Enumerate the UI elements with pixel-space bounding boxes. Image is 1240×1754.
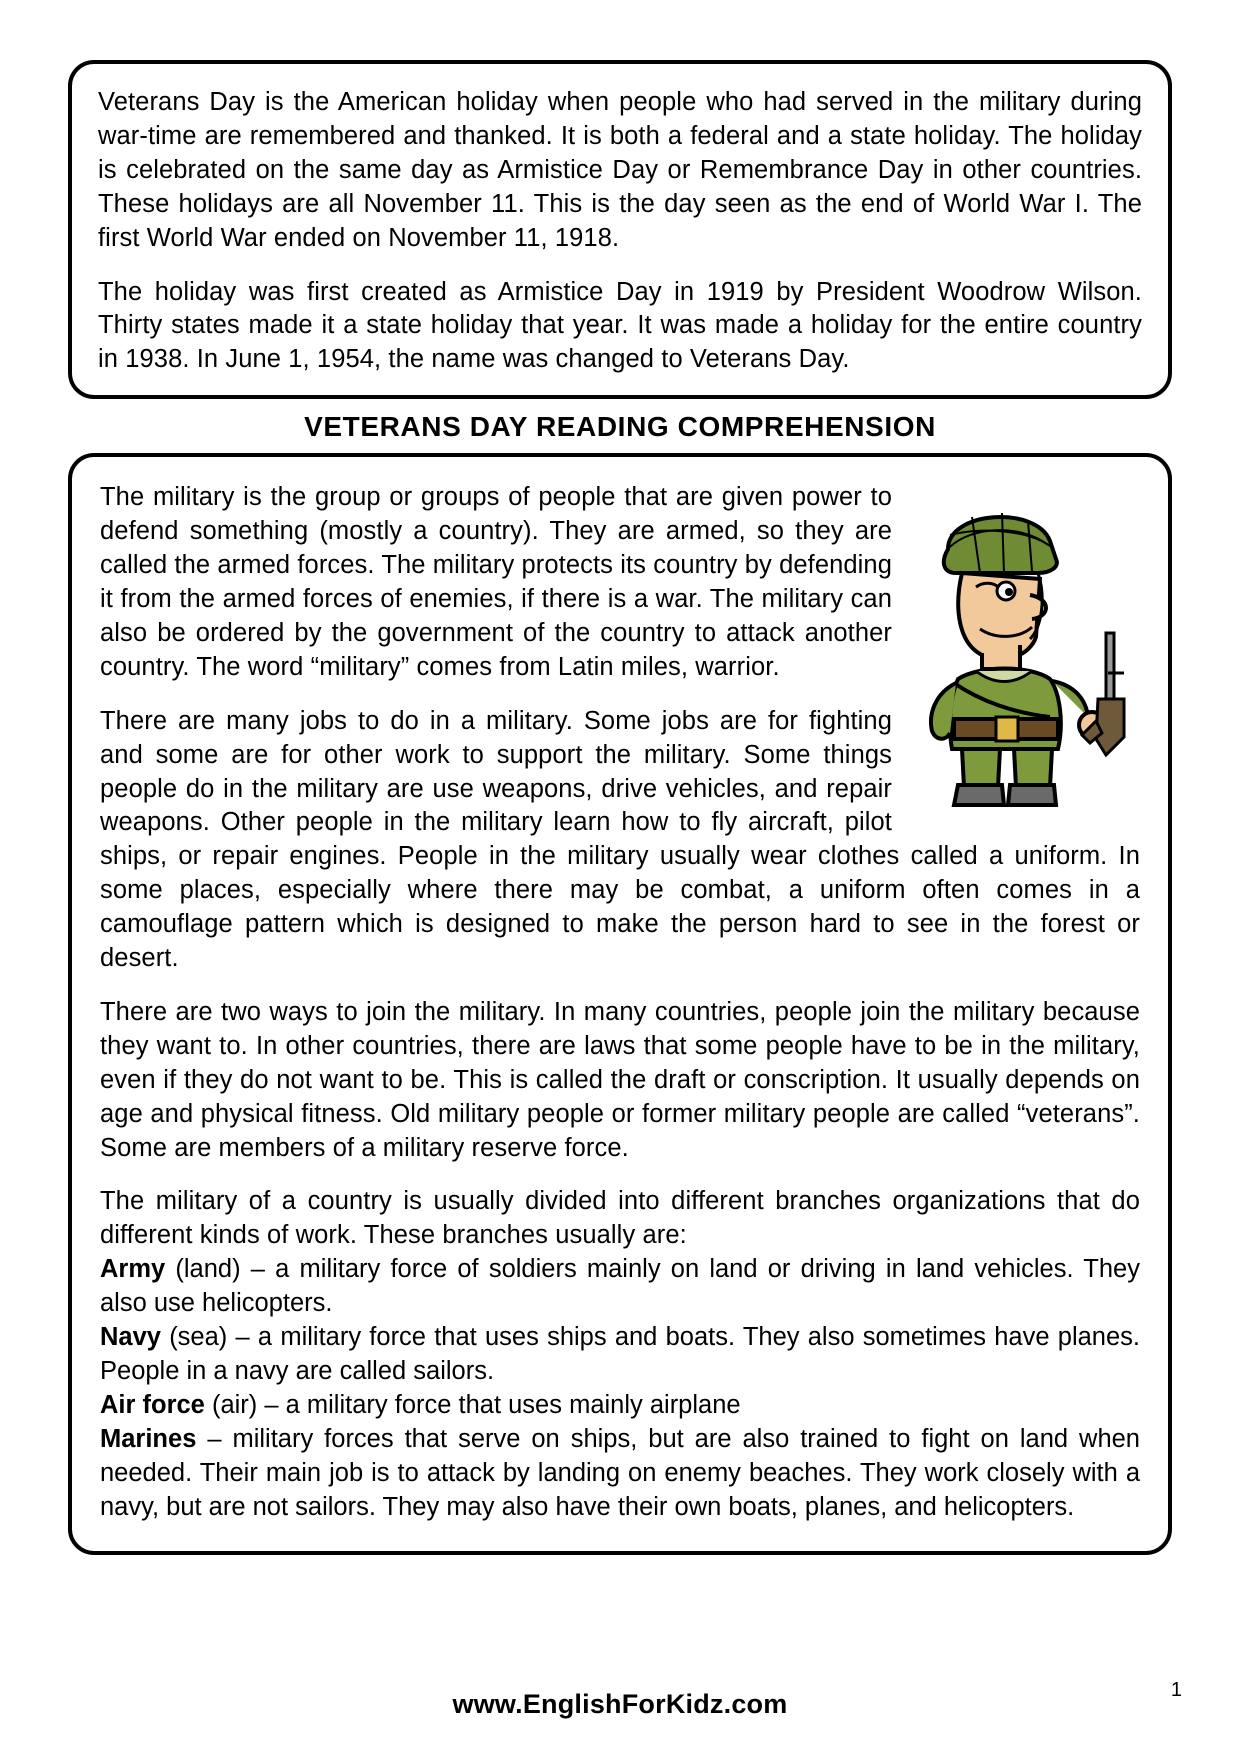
body-paragraph-1: The military is the group or groups of people that are given power to defend something (mostly a country). They are armed, so they are called the armed forces. The military protects its country by defending it from the armed forces of enemies, if there is a war. The military can also be ordered by the government of the country to attack another country. The word “military” comes from Latin miles, warrior. — [100, 483, 892, 681]
branch-item-marines — [100, 1423, 1140, 1525]
body-paragraph-3: There are two ways to join the military. In many countries, people join the military because they want to. In other countries, there are laws that some people have to be in the military, even if they do not want to be. This is called the draft or conscription. It usually depends on age and physical fitness. Old military people or former military people are called “veterans”. Some are members of a military reserve force. — [100, 997, 1140, 1162]
intro-box — [68, 60, 1172, 399]
branch-text-air-force: (air) – a military force that uses mainly airplane — [204, 1390, 741, 1419]
branch-item-army — [100, 1253, 1140, 1321]
intro-paragraph-1: Veterans Day is the American holiday when people who had served in the military during war-time are remembered and thanked. It is both a federal and a state holiday. The holiday is celebrated on the same day as Armistice Day or Remembrance Day in other countries. These holidays are all November 11. This is the day seen as the end of World War I. The first World War ended on November 11, 1918. — [98, 88, 1142, 252]
body-paragraph-4: The military of a country is usually divided into different branches organizations that do different kinds of work. These branches usually are: — [100, 1187, 1140, 1250]
soldier-cartoon-illustration — [910, 487, 1140, 817]
body-box — [68, 453, 1172, 1554]
branch-name-army: Army — [100, 1255, 166, 1284]
branch-text-navy: (sea) – a military force that uses ships and boats. They also sometimes have planes. People in a navy are called sailors. — [100, 1323, 1140, 1385]
page-number: 1 — [1170, 1679, 1182, 1701]
footer — [0, 1689, 1240, 1720]
body-paragraph-2: There are many jobs to do in a military. Some jobs are for fighting and some are for other work to support the military. Some things people do in the military are use weapons, drive vehicles, and repair weapons. Other people in the military learn how to fly aircraft, pilot ships, or repair engines. People in the military usually wear clothes called a uniform. In some places, especially where there may be combat, a uniform often comes in a camouflage pattern which is designed to make the person hard to see in the forest or desert. — [100, 706, 1140, 973]
branch-name-navy: Navy — [100, 1323, 161, 1352]
branch-text-marines: – military forces that serve on ships, but are also trained to fight on land when needed. Their main job is to attack by landing on enemy beaches. They work closely with a navy, but are not sailors. They may also have their own boats, planes, and helicopters. — [100, 1424, 1140, 1521]
branch-item-air-force — [100, 1389, 1140, 1423]
branch-item-navy — [100, 1321, 1140, 1389]
branch-name-marines: Marines — [100, 1424, 197, 1453]
branch-text-army: (land) – a military force of soldiers mainly on land or driving in land vehicles. They also use helicopters. — [100, 1255, 1140, 1318]
intro-paragraph-2: The holiday was first created as Armistice Day in 1919 by President Woodrow Wilson. Thirty states made it a state holiday that year. It was made a holiday for the entire country in 1938. In June 1, 1954, the name was changed to Veterans Day. — [98, 277, 1142, 374]
branch-name-air-force: Air force — [100, 1390, 205, 1419]
page-title: VETERANS DAY READING COMPREHENSION — [304, 411, 936, 443]
footer-website-url[interactable]: www.EnglishForKidz.com — [452, 1689, 788, 1719]
